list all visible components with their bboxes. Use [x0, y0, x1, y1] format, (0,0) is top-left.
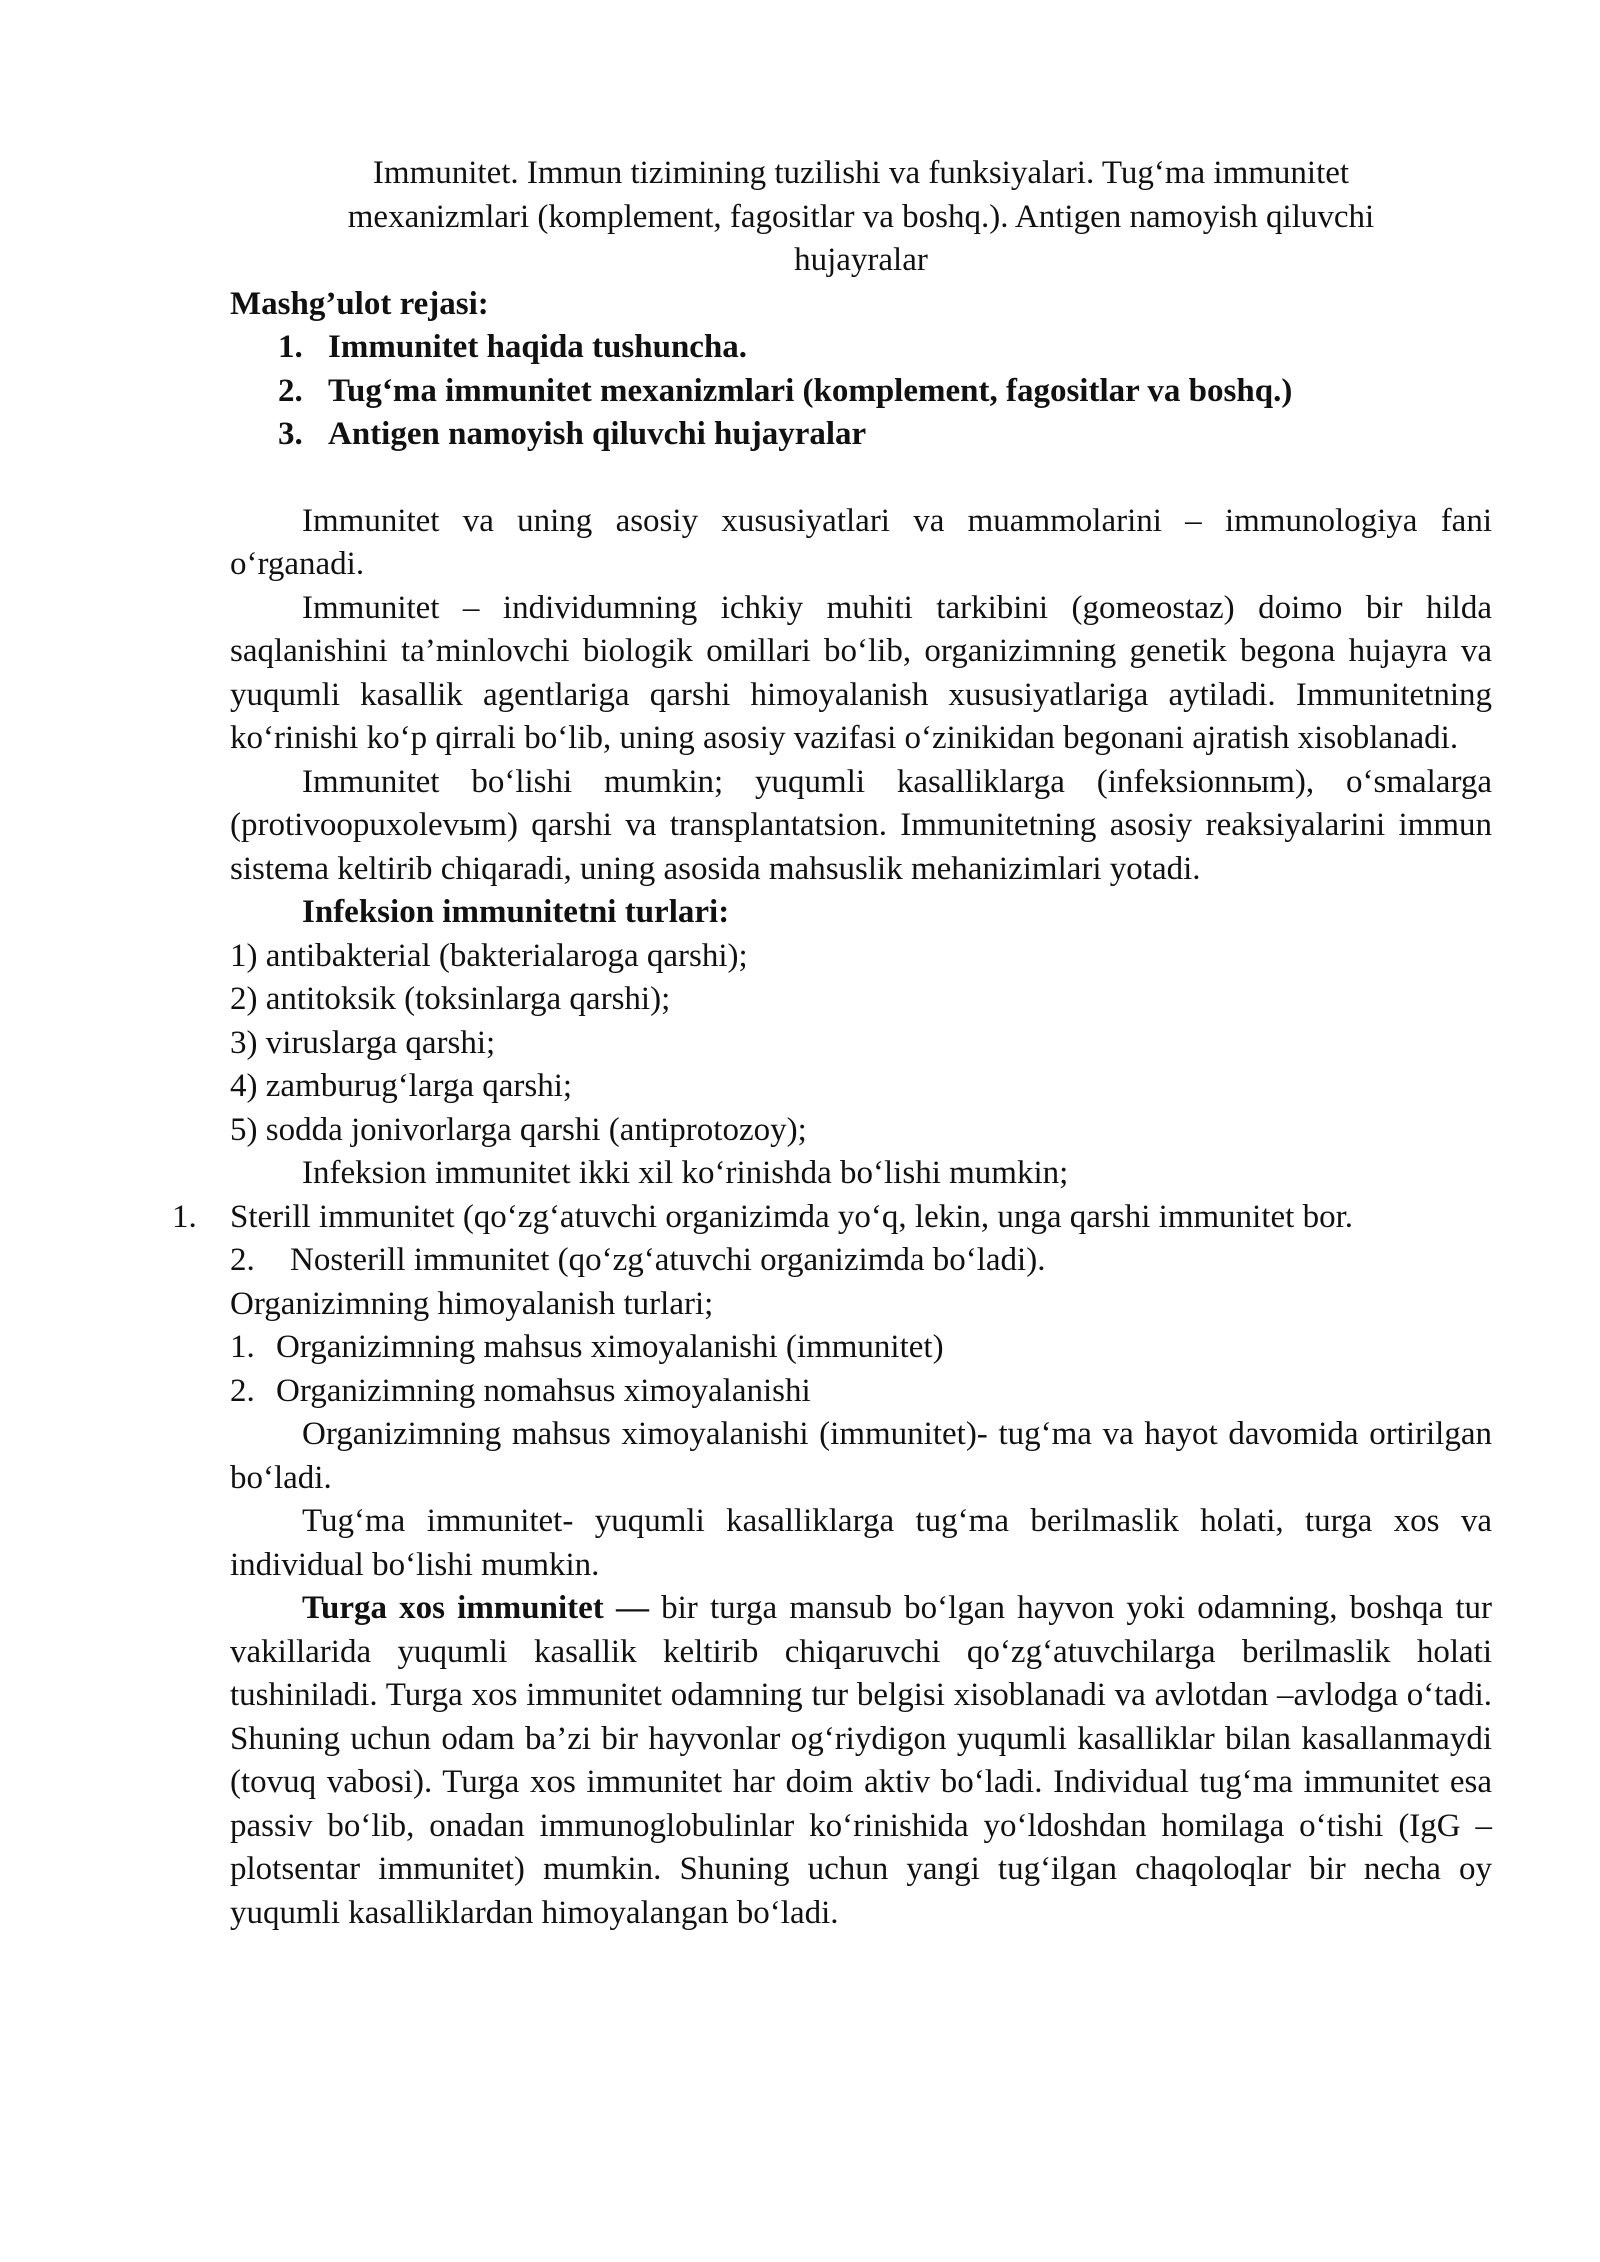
- plan-item: [230, 326, 1492, 370]
- list-item: 1) antibakterial (bakterialaroga qarshi);: [230, 937, 748, 974]
- paragraph: [230, 1587, 1492, 1935]
- spacer: [230, 457, 1492, 500]
- paragraph: Immunitet va uning asosiy xususiyatlari va muammolarini – immunologiya fani o‘rganadi.: [230, 502, 1492, 582]
- item-number: 2.: [230, 1372, 255, 1409]
- numbered-item: [230, 1326, 1492, 1370]
- title-line: mexanizmlari (komplement, fagositlar va boshq.). Antigen namoyish qiluvchi: [347, 198, 1375, 235]
- paragraph: Tug‘ma immunitet- yuqumli kasalliklarga tug‘ma berilmaslik holati, turga xos va individual bo‘lishi mumkin.: [230, 1503, 1492, 1583]
- item-number: 1.: [230, 1329, 255, 1365]
- document-title: [230, 152, 1492, 283]
- title-line: hujayralar: [794, 242, 928, 278]
- paragraph: Organizimning himoyalanish turlari;: [230, 1285, 714, 1322]
- item-text: Organizimning nomahsus ximoyalanishi: [276, 1372, 811, 1409]
- paragraph-text: bir turga mansub bo‘lgan hayvon yoki odamning, boshqa tur vakillarida yuqumli kasallik keltirib chiqaruvchi qo‘zg‘atuvchilarga berilmaslik holati tushiniladi. Turga xos immunitet odamning tur belgisi xisoblanadi va avlotdan –avlodga o‘tadi. Shuning uchun odam ba’zi bir hayvonlar og‘riydigon yuqumli kasalliklar bilan kasallanmaydi (tovuq vabosi). Turga xos immunitet har doim aktiv bo‘ladi. Individual tug‘ma immunitet esa passiv bo‘lib, onadan immunoglobulinlar ko‘rinishida yo‘ldoshdan homilaga o‘tishi (IgG –plotsentar immunitet) mumkin. Shuning uchun yangi tug‘ilgan chaqoloqlar bir necha oy yuqumli kasalliklardan himoyalangan bo‘ladi.: [230, 1590, 1492, 1931]
- paragraph: Organizimning mahsus ximoyalanishi (immunitet)- tug‘ma va hayot davomida ortirilgan bo‘ladi.: [230, 1416, 1492, 1496]
- title-line: Immunitet. Immun tizimining tuzilishi va funksiyalari. Tug‘ma immunitet: [372, 155, 1350, 191]
- section-heading: Infeksion immunitetni turlari:: [302, 894, 730, 930]
- plan-list: [230, 326, 1492, 457]
- list-item: 5) sodda jonivorlarga qarshi (antiprotozoy);: [230, 1111, 807, 1148]
- item-text: Organizimning mahsus ximoyalanishi (immunitet): [276, 1329, 944, 1365]
- numbered-item: [172, 1196, 1492, 1240]
- plan-item: [230, 370, 1492, 414]
- numbered-item: [230, 1370, 1492, 1414]
- plan-item-number: 3.: [278, 416, 303, 452]
- paragraph: Immunitet bo‘lishi mumkin; yuqumli kasalliklarga (infeksionnыm), o‘smalarga (protivoopuxolevыm) qarshi va transplantatsion. Immunitetning asosiy reaksiyalarini immun sistema keltirib chiqaradi, uning asosida mahsuslik mehanizimlari yotadi.: [230, 763, 1492, 887]
- immunity-types-list: [230, 935, 1492, 1153]
- list-item: 4) zamburug‘larga qarshi;: [230, 1068, 573, 1104]
- plan-item: [230, 413, 1492, 457]
- item-text: Sterill immunitet (qo‘zg‘atuvchi organizimda yo‘q, lekin, unga qarshi immunitet bor.: [230, 1198, 1353, 1235]
- bold-term: Turga xos immunitet —: [302, 1590, 649, 1626]
- plan-item-text: Antigen namoyish qiluvchi hujayralar: [328, 416, 867, 452]
- plan-item-number: 2.: [278, 372, 303, 409]
- plan-item-text: Immunitet haqida tushuncha.: [328, 329, 748, 365]
- item-number: 2.: [230, 1242, 255, 1278]
- item-number: 1.: [172, 1198, 197, 1235]
- plan-heading: Mashg’ulot rejasi:: [230, 285, 489, 322]
- plan-item-text: Tug‘ma immunitet mexanizmlari (komplement, fagositlar va boshq.): [328, 372, 1293, 409]
- paragraph: Infeksion immunitet ikki xil ko‘rinishda bo‘lishi mumkin;: [302, 1155, 1069, 1191]
- item-text: Nosterill immunitet (qo‘zg‘atuvchi organizimda bo‘ladi).: [290, 1242, 1046, 1278]
- numbered-item: [230, 1239, 1492, 1283]
- list-item: 3) viruslarga qarshi;: [230, 1024, 496, 1061]
- document-page: [172, 152, 1492, 1935]
- plan-item-number: 1.: [278, 329, 303, 365]
- paragraph: Immunitet – individumning ichkiy muhiti tarkibini (gomeostaz) doimo bir hilda saqlanishini ta’minlovchi biologik omillari bo‘lib, organizimning genetik begona hujayra va yuqumli kasallik agentlariga qarshi himoyalanish xususiyatlariga aytiladi. Immunitetning ko‘rinishi ko‘p qirrali bo‘lib, uning asosiy vazifasi o‘zinikidan begonani ajratish xisoblanadi.: [230, 589, 1492, 756]
- list-item: 2) antitoksik (toksinlarga qarshi);: [230, 981, 671, 1017]
